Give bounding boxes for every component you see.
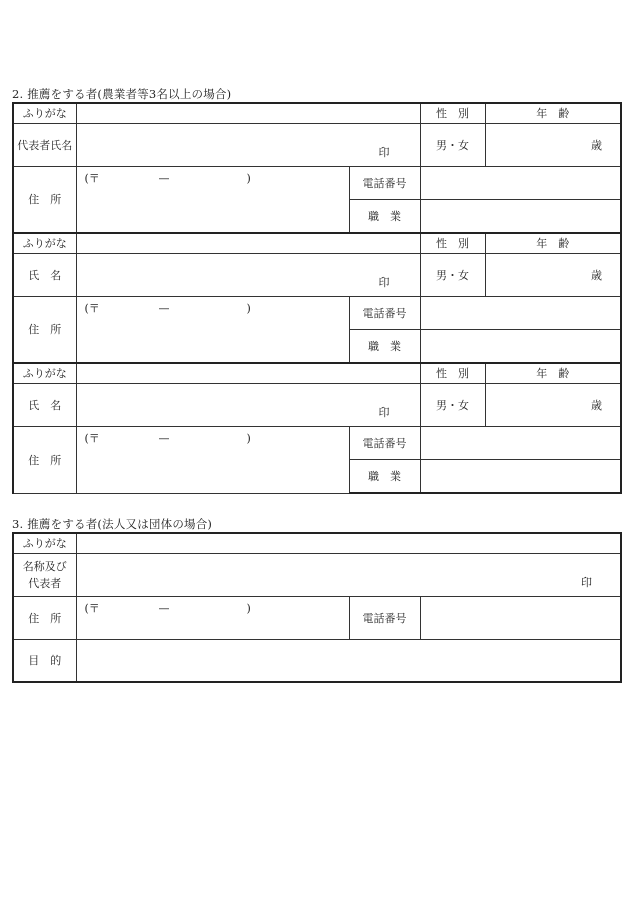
name-label: 氏 名 <box>13 253 76 296</box>
person-3-furigana-row <box>13 363 621 383</box>
gender-label: 性 別 <box>420 103 485 123</box>
name-input[interactable] <box>76 253 420 296</box>
address-input[interactable] <box>76 426 349 493</box>
seal-mark: 印 <box>378 405 390 419</box>
seal-mark: 印 <box>378 145 390 159</box>
name-rep-input[interactable] <box>76 553 621 596</box>
org-address-row <box>13 596 621 639</box>
zip-close: ) <box>246 171 251 185</box>
zip-open: (〒 <box>84 171 100 185</box>
person-2-name-row <box>13 253 621 296</box>
zip-close: ) <box>246 301 251 315</box>
gender-label: 性 別 <box>420 233 485 253</box>
address-input[interactable] <box>76 166 349 233</box>
gender-options[interactable]: 男・女 <box>420 383 485 426</box>
person-1-name-row <box>13 123 621 166</box>
zip-dash: — <box>158 301 170 315</box>
person-1-address-row <box>13 166 621 199</box>
occupation-label: 職 業 <box>349 459 420 493</box>
phone-label: 電話番号 <box>349 296 420 329</box>
furigana-input[interactable] <box>76 533 621 553</box>
gender-options[interactable]: 男・女 <box>420 253 485 296</box>
furigana-input[interactable] <box>76 103 420 123</box>
zip-close: ) <box>246 601 251 615</box>
address-label: 住 所 <box>13 166 76 233</box>
address-label: 住 所 <box>13 296 76 363</box>
age-unit: 歳 <box>591 398 602 412</box>
zip-dash: — <box>158 431 170 445</box>
age-unit: 歳 <box>591 138 602 152</box>
seal-mark: 印 <box>581 575 592 589</box>
furigana-label: ふりがな <box>13 363 76 383</box>
occupation-label: 職 業 <box>349 199 420 233</box>
age-input[interactable] <box>485 253 621 296</box>
furigana-input[interactable] <box>76 363 420 383</box>
name-rep-label-line1: 名称及び <box>22 559 67 573</box>
phone-input[interactable] <box>420 296 621 329</box>
age-label: 年 齢 <box>485 233 621 253</box>
org-purpose-row <box>13 639 621 682</box>
person-3-name-row <box>13 383 621 426</box>
phone-label: 電話番号 <box>349 596 420 639</box>
address-input[interactable] <box>76 296 349 363</box>
phone-input[interactable] <box>420 166 621 199</box>
name-label: 代表者氏名 <box>13 123 76 166</box>
age-label: 年 齢 <box>485 363 621 383</box>
org-furigana-row <box>13 533 621 553</box>
address-label: 住 所 <box>13 596 76 639</box>
section-2-table <box>12 102 622 494</box>
occupation-input[interactable] <box>420 199 621 233</box>
zip-dash: — <box>158 171 170 185</box>
person-1-furigana-row <box>13 103 621 123</box>
name-rep-label <box>13 553 76 596</box>
furigana-label: ふりがな <box>13 533 76 553</box>
address-label: 住 所 <box>13 426 76 493</box>
name-rep-label-line2: 代表者 <box>28 576 62 590</box>
age-input[interactable] <box>485 123 621 166</box>
address-input[interactable] <box>76 596 349 639</box>
gender-label: 性 別 <box>420 363 485 383</box>
purpose-label: 目 的 <box>13 639 76 682</box>
gender-options[interactable]: 男・女 <box>420 123 485 166</box>
zip-open: (〒 <box>84 301 100 315</box>
zip-dash: — <box>158 601 170 615</box>
person-2-address-row <box>13 296 621 329</box>
phone-input[interactable] <box>420 426 621 459</box>
phone-input[interactable] <box>420 596 621 639</box>
furigana-label: ふりがな <box>13 103 76 123</box>
furigana-label: ふりがな <box>13 233 76 253</box>
section-3-title: 3. 推薦をする者(法人又は団体の場合) <box>12 517 213 531</box>
furigana-input[interactable] <box>76 233 420 253</box>
age-unit: 歳 <box>591 268 602 282</box>
zip-close: ) <box>246 431 251 445</box>
org-name-row <box>13 553 621 596</box>
age-input[interactable] <box>485 383 621 426</box>
age-label: 年 齢 <box>485 103 621 123</box>
person-2-furigana-row <box>13 233 621 253</box>
purpose-input[interactable] <box>76 639 621 682</box>
occupation-input[interactable] <box>420 459 621 493</box>
occupation-input[interactable] <box>420 329 621 363</box>
name-label: 氏 名 <box>13 383 76 426</box>
name-input[interactable] <box>76 123 420 166</box>
section-3-table <box>12 532 622 683</box>
name-input[interactable] <box>76 383 420 426</box>
phone-label: 電話番号 <box>349 426 420 459</box>
zip-open: (〒 <box>84 601 100 615</box>
occupation-label: 職 業 <box>349 329 420 363</box>
section-2-title: 2. 推薦をする者(農業者等3名以上の場合) <box>12 87 232 101</box>
phone-label: 電話番号 <box>349 166 420 199</box>
zip-open: (〒 <box>84 431 100 445</box>
person-3-address-row <box>13 426 621 459</box>
seal-mark: 印 <box>378 275 390 289</box>
